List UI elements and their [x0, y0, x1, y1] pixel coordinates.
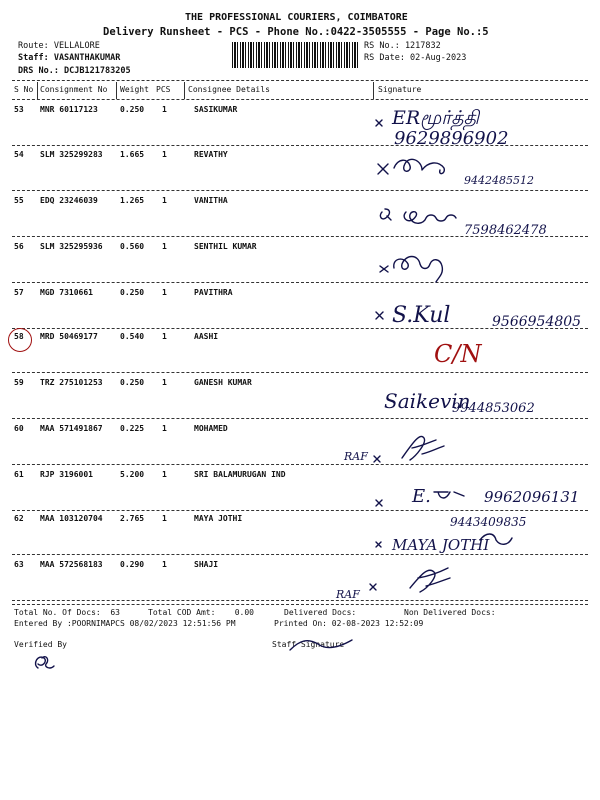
row-sno: 62 [14, 514, 24, 523]
header-bottom-rule [12, 99, 588, 100]
row-consignee: MAYA JOTHI [194, 514, 243, 523]
row-sno: 60 [14, 424, 24, 433]
row-weight: 2.765 [120, 514, 145, 523]
row-55-phone: 7598462478 [464, 223, 547, 238]
col-header-pcs: PCS [156, 85, 171, 94]
row-divider [12, 600, 588, 601]
row-weight: 0.290 [120, 560, 145, 569]
runsheet-subtitle: Delivery Runsheet - PCS - Phone No.:0422-3505555 - Page No.:5 [103, 26, 489, 38]
row-pcs: 1 [162, 288, 167, 297]
row-pcs: 1 [162, 105, 167, 114]
row-consignee: REVATHY [194, 150, 228, 159]
row-consignment-no: MAA 103120704 [40, 514, 103, 523]
row-55-signature [372, 196, 592, 240]
row-weight: 0.250 [120, 105, 145, 114]
total-cod: Total COD Amt: 0.00 [148, 608, 254, 617]
col-header-signature: Signature [378, 85, 422, 94]
row-consignee: SENTHIL KUMAR [194, 242, 257, 251]
row-60-raf: RAF [344, 450, 368, 463]
row-sno: 59 [14, 378, 24, 387]
row-62-signee-name: MAYA JOTHI [392, 536, 490, 554]
row-pcs: 1 [162, 196, 167, 205]
row-62-phone: 9443409835 [450, 515, 527, 529]
row-consignment-no: MGD 7310661 [40, 288, 93, 297]
row-consignee: VANITHA [194, 196, 228, 205]
row-consignment-no: MAA 571491867 [40, 424, 103, 433]
rs-number: RS No.: 1217832 [364, 41, 441, 51]
verified-by-signature [30, 650, 60, 674]
row-sno: 55 [14, 196, 24, 205]
row-weight: 1.265 [120, 196, 145, 205]
col-header-weight: Weight [120, 85, 149, 94]
row-consignee: PAVITHRA [194, 288, 233, 297]
row-weight: 5.200 [120, 470, 145, 479]
row-pcs: 1 [162, 470, 167, 479]
company-title: THE PROFESSIONAL COURIERS, COIMBATORE [185, 12, 408, 23]
staff-label: Staff: VASANTHAKUMAR [18, 53, 121, 63]
row-weight: 0.250 [120, 288, 145, 297]
row-sno: 58 [14, 332, 24, 341]
row-consignee: AASHI [194, 332, 219, 341]
row-62-signature [372, 512, 592, 558]
row-53-phone: 9629896902 [394, 128, 509, 149]
row-consignment-no: SLM 325299283 [40, 150, 103, 159]
staff-signature-mark [286, 634, 366, 658]
row-consignment-no: RJP 3196001 [40, 470, 93, 479]
row-61-phone: 9962096131 [484, 488, 580, 506]
row-56-signature [372, 244, 592, 284]
row-consignee: SASIKUMAR [194, 105, 238, 114]
row-58-note: C/N [434, 340, 482, 368]
row-sno: 56 [14, 242, 24, 251]
row-pcs: 1 [162, 378, 167, 387]
row-consignment-no: TRZ 275101253 [40, 378, 103, 387]
rs-date: RS Date: 02-Aug-2023 [364, 53, 467, 63]
row-pcs: 1 [162, 150, 167, 159]
row-weight: 0.540 [120, 332, 145, 341]
row-sno: 53 [14, 105, 24, 114]
row-59-phone: 9944853062 [452, 401, 535, 416]
row-58-circle-mark [8, 328, 32, 352]
row-weight: 0.225 [120, 424, 145, 433]
row-58-signature [430, 334, 490, 374]
row-63-raf: RAF [336, 588, 360, 601]
row-63-signature [330, 558, 490, 606]
row-sno: 54 [14, 150, 24, 159]
col-header-consignee: Consignee Details [188, 85, 270, 94]
row-pcs: 1 [162, 560, 167, 569]
delivered-docs: Delivered Docs: [284, 608, 357, 617]
row-consignment-no: SLM 325295936 [40, 242, 103, 251]
col-divider [184, 82, 185, 99]
row-60-signature [340, 424, 480, 468]
row-consignment-no: MNR 60117123 [40, 105, 98, 114]
route-label: Route: VELLALORE [18, 41, 100, 51]
non-delivered-docs: Non Delivered Docs: [404, 608, 496, 617]
staff-signature-label: Staff Signature [272, 640, 345, 649]
row-consignment-no: MRD 50469177 [40, 332, 98, 341]
row-57-signature [372, 290, 600, 334]
verified-by-label: Verified By [14, 640, 67, 649]
footer-top-rule [12, 604, 588, 605]
row-53-signature [372, 104, 592, 148]
total-docs: Total No. Of Docs: 63 [14, 608, 120, 617]
row-pcs: 1 [162, 424, 167, 433]
row-consignee: MOHAMED [194, 424, 228, 433]
row-consignment-no: MAA 572568183 [40, 560, 103, 569]
printed-on: Printed On: 02-08-2023 12:52:09 [274, 619, 424, 628]
row-divider [12, 372, 588, 373]
row-consignee: SHAJI [194, 560, 219, 569]
entered-by: Entered By :POORNIMAPCS 08/02/2023 12:51:56 PM [14, 619, 236, 628]
row-61-initial: E. [412, 486, 431, 507]
row-54-phone: 9442485512 [464, 174, 534, 187]
col-header-sno: S No [14, 85, 34, 94]
row-57-phone: 9566954805 [492, 314, 582, 330]
row-weight: 1.665 [120, 150, 145, 159]
row-sno: 61 [14, 470, 24, 479]
row-57-signee-name: S.Kul [392, 303, 451, 328]
row-pcs: 1 [162, 242, 167, 251]
row-59-signature [378, 378, 588, 422]
row-53-signee-name: ERமூர்த்தி [392, 107, 480, 129]
row-consignee: GANESH KUMAR [194, 378, 252, 387]
row-pcs: 1 [162, 514, 167, 523]
barcode [232, 42, 360, 68]
row-weight: 0.250 [120, 378, 145, 387]
row-59-signee-name: Saikevin [384, 389, 471, 413]
row-weight: 0.560 [120, 242, 145, 251]
col-divider [373, 82, 374, 99]
row-divider [12, 464, 588, 465]
row-54-signature [372, 150, 592, 194]
drs-number: DRS No.: DCJB121783205 [18, 66, 131, 76]
col-divider [37, 82, 38, 99]
header-top-rule [12, 80, 588, 81]
row-consignee: SRI BALAMURUGAN IND [194, 470, 286, 479]
row-consignment-no: EDQ 23246039 [40, 196, 98, 205]
row-sno: 57 [14, 288, 24, 297]
col-divider [116, 82, 117, 99]
col-header-consignment: Consignment No [40, 85, 108, 94]
row-pcs: 1 [162, 332, 167, 341]
row-sno: 63 [14, 560, 24, 569]
